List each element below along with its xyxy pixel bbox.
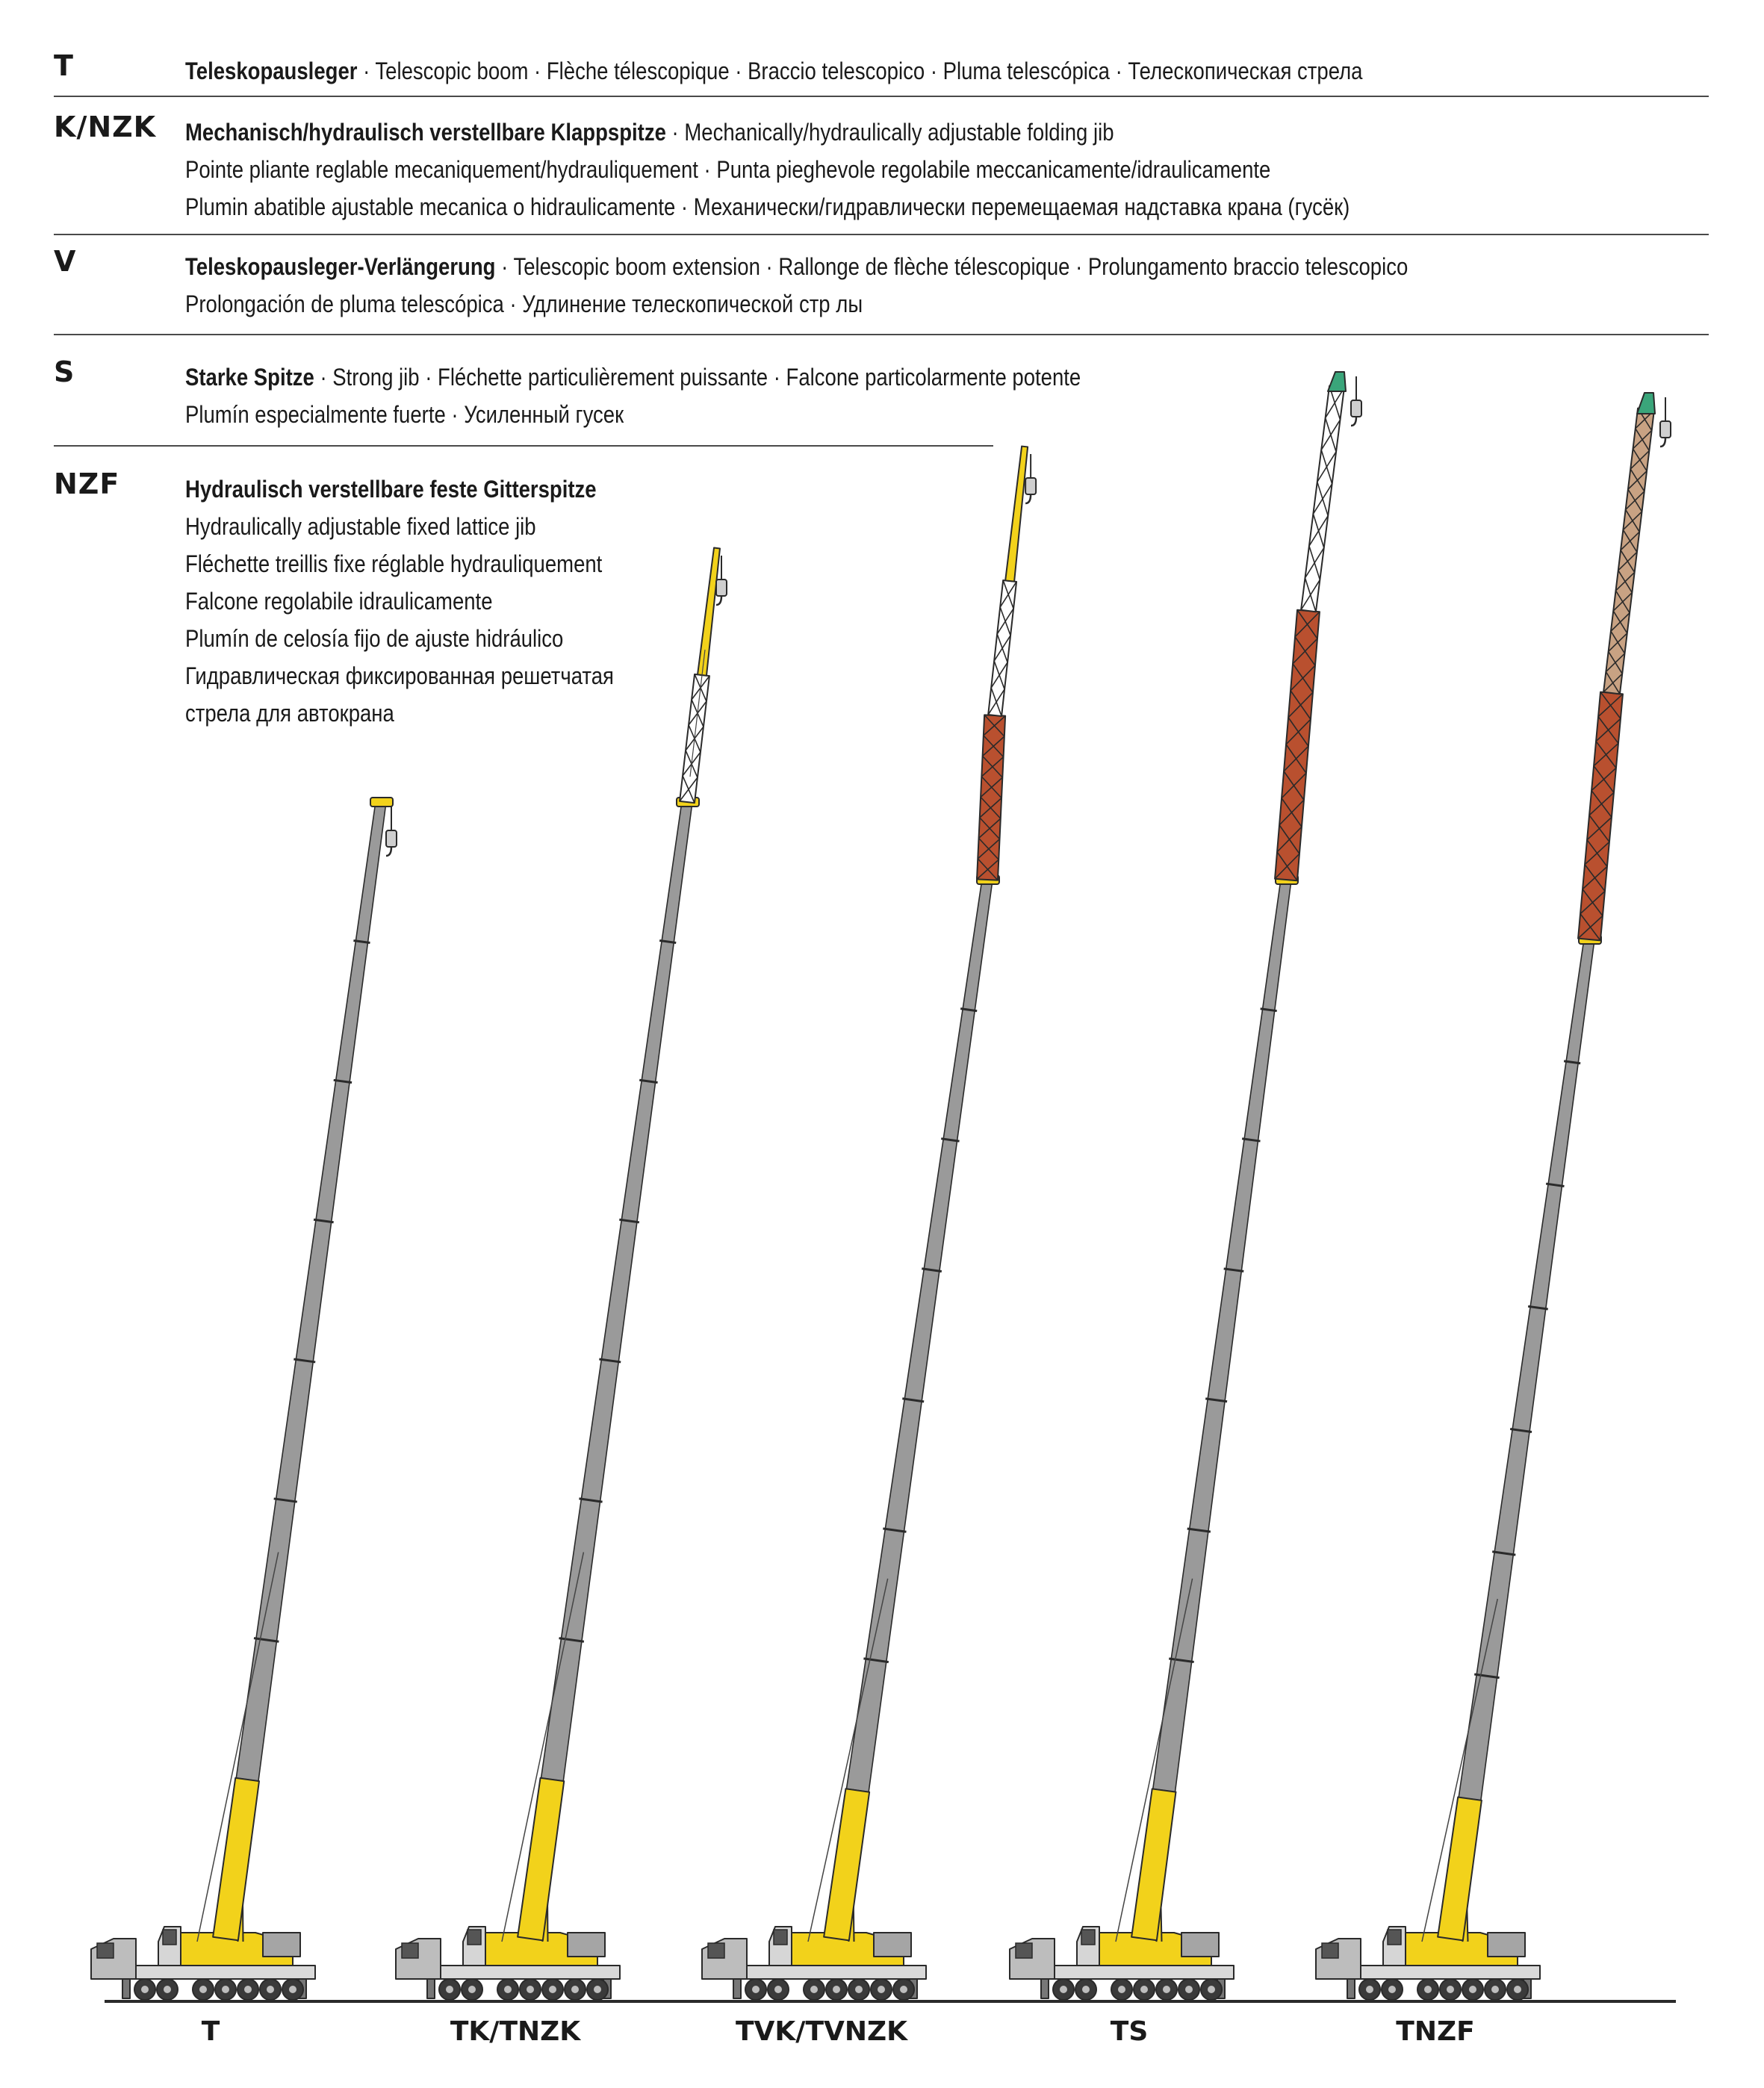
hook-block bbox=[1025, 478, 1036, 494]
wheel-hub bbox=[1082, 1986, 1090, 1993]
hook bbox=[1025, 494, 1031, 503]
base-section bbox=[518, 1778, 564, 1941]
wheel-hub bbox=[1491, 1986, 1499, 1993]
crane-label-t: T bbox=[201, 2016, 220, 2047]
cab-window bbox=[1322, 1943, 1338, 1958]
wheel-hub bbox=[1447, 1986, 1454, 1993]
wheel-hub bbox=[1388, 1986, 1396, 1993]
folding-jib-yellow bbox=[1005, 447, 1028, 582]
counterweight bbox=[263, 1933, 300, 1957]
crane-label-ts: TS bbox=[1110, 2016, 1149, 2047]
counterweight bbox=[1181, 1933, 1219, 1957]
boom-extension bbox=[1275, 610, 1320, 880]
legend-text: · Telescopic boom extension · Rallonge de flèche télescopique · Prolungamento braccio telescopico bbox=[501, 253, 1409, 280]
wheel-hub bbox=[594, 1986, 601, 1993]
legend-code: K/NZK bbox=[54, 111, 157, 143]
jib-tip bbox=[1328, 372, 1346, 391]
boom-extension bbox=[1578, 692, 1623, 941]
legend-term: Teleskopausleger bbox=[185, 58, 358, 84]
legend-text: Hydraulically adjustable fixed lattice jib bbox=[185, 513, 536, 540]
wheel-hub bbox=[752, 1986, 760, 1993]
legend-text: Plumín de celosía fijo de ajuste hidráulico bbox=[185, 625, 564, 652]
legend-term: Teleskopausleger-Verlängerung bbox=[185, 253, 496, 280]
crane bbox=[91, 798, 397, 2000]
wheel-hub bbox=[833, 1986, 840, 1993]
wheel-hub bbox=[810, 1986, 818, 1993]
legend-text: Prolongación de pluma telescópica · Удлинение телескопической стр лы bbox=[185, 290, 863, 317]
hook bbox=[716, 596, 721, 605]
wheel-hub bbox=[571, 1986, 579, 1993]
legend-text: Гидравлическая фиксированная решетчатая bbox=[185, 662, 614, 689]
legend-term: Mechanisch/hydraulisch verstellbare Klappspitze bbox=[185, 119, 666, 146]
legend-text: Fléchette treillis fixe réglable hydrauliquement bbox=[185, 550, 603, 577]
hook-block bbox=[1351, 400, 1361, 417]
operator-window bbox=[1388, 1930, 1401, 1945]
operator-window bbox=[774, 1930, 787, 1945]
hook bbox=[386, 847, 391, 856]
hook bbox=[1351, 417, 1356, 426]
counterweight bbox=[1488, 1933, 1525, 1957]
wheel-hub bbox=[222, 1986, 229, 1993]
wheel-hub bbox=[1514, 1986, 1521, 1993]
base-section bbox=[1438, 1797, 1482, 1940]
legend-text: стрела для автокрана bbox=[185, 700, 394, 727]
wheel-hub bbox=[878, 1986, 885, 1993]
operator-window bbox=[468, 1930, 481, 1945]
wheel-hub bbox=[446, 1986, 453, 1993]
hook-block bbox=[386, 830, 397, 847]
crane-label-tnzf: TNZF bbox=[1396, 2016, 1475, 2047]
legend-text: · Mechanically/hydraulically adjustable folding jib bbox=[671, 119, 1114, 146]
hook-block bbox=[716, 580, 727, 596]
legend-text: Plumin abatible ajustable mecanica o hidraulicamente · Механически/гидравлически перемещаемая надставка крана (гусёк) bbox=[185, 193, 1350, 220]
legend-term: Starke Spitze bbox=[185, 364, 314, 391]
wheel-hub bbox=[549, 1986, 556, 1993]
carrier-chassis bbox=[1025, 1966, 1234, 1979]
telescopic-boom bbox=[236, 801, 386, 1781]
carrier-chassis bbox=[411, 1966, 620, 1979]
crane bbox=[1316, 393, 1671, 2000]
wheel-hub bbox=[1185, 1986, 1193, 1993]
hook-block bbox=[1660, 421, 1671, 438]
wheel-hub bbox=[164, 1986, 171, 1993]
wheel-hub bbox=[141, 1986, 149, 1993]
outrigger bbox=[122, 1979, 130, 1998]
outrigger bbox=[733, 1979, 741, 1998]
legend-code: NZF bbox=[54, 467, 120, 500]
wheel-hub bbox=[774, 1986, 782, 1993]
legend-text: Falcone regolabile idraulicamente bbox=[185, 588, 493, 615]
legend-term: Hydraulisch verstellbare feste Gitterspitze bbox=[185, 476, 597, 503]
telescopic-boom bbox=[541, 801, 692, 1781]
outrigger bbox=[1347, 1979, 1355, 1998]
legend-text: · Strong jib · Fléchette particulièrement puissante · Falcone particolarmente potente bbox=[320, 364, 1081, 391]
wheel-hub bbox=[855, 1986, 863, 1993]
operator-window bbox=[163, 1930, 176, 1945]
wheel-hub bbox=[504, 1986, 512, 1993]
base-section bbox=[213, 1778, 259, 1941]
wheel-hub bbox=[1163, 1986, 1170, 1993]
wheel-hub bbox=[1208, 1986, 1215, 1993]
legend-text: Plumín especialmente fuerte · Усиленный гусек bbox=[185, 401, 624, 428]
wheel-hub bbox=[900, 1986, 907, 1993]
wheel-hub bbox=[1118, 1986, 1125, 1993]
wheel-hub bbox=[1469, 1986, 1476, 1993]
legend-text: · Telescopic boom · Flèche télescopique · Braccio telescopico · Pluma telescópica · Телескопическая стрела bbox=[363, 58, 1363, 84]
cab-window bbox=[97, 1943, 114, 1958]
jib-tip bbox=[1637, 393, 1655, 414]
hook bbox=[1660, 438, 1665, 447]
folding-jib-yellow bbox=[698, 548, 720, 676]
base-section bbox=[824, 1789, 869, 1940]
carrier-chassis bbox=[717, 1966, 926, 1979]
wheel-hub bbox=[1366, 1986, 1373, 1993]
cab-window bbox=[402, 1943, 418, 1958]
cab-window bbox=[1016, 1943, 1032, 1958]
outrigger bbox=[1041, 1979, 1049, 1998]
wheel-hub bbox=[289, 1986, 296, 1993]
crane bbox=[702, 447, 1036, 2000]
wheel-hub bbox=[1140, 1986, 1148, 1993]
wheel-hub bbox=[1060, 1986, 1067, 1993]
cab-window bbox=[708, 1943, 724, 1958]
fixed-lattice-jib bbox=[1603, 408, 1654, 695]
outrigger bbox=[427, 1979, 435, 1998]
wheel-hub bbox=[527, 1986, 534, 1993]
wheel-hub bbox=[267, 1986, 274, 1993]
carrier-chassis bbox=[106, 1966, 315, 1979]
boom-head bbox=[370, 798, 393, 807]
counterweight bbox=[874, 1933, 911, 1957]
carrier-chassis bbox=[1331, 1966, 1540, 1979]
wheel-hub bbox=[244, 1986, 252, 1993]
legend-code: T bbox=[54, 49, 74, 82]
legend-code: S bbox=[54, 355, 75, 388]
crane-label-tvk-tvnzk: TVK/TVNZK bbox=[735, 2016, 908, 2047]
legend-text: Pointe pliante reglable mecaniquement/hydrauliquement · Punta pieghevole regolabile meccanicamente/idraulicamente bbox=[185, 156, 1271, 183]
telescopic-boom bbox=[1153, 879, 1291, 1792]
crane bbox=[396, 548, 727, 2000]
operator-window bbox=[1081, 1930, 1095, 1945]
base-section bbox=[1131, 1789, 1176, 1940]
legend-code: V bbox=[54, 245, 77, 278]
wheel-hub bbox=[1424, 1986, 1432, 1993]
wheel-hub bbox=[468, 1986, 476, 1993]
crane bbox=[1010, 372, 1361, 2000]
crane-label-tk-tnzk: TK/TNZK bbox=[450, 2016, 581, 2047]
counterweight bbox=[568, 1933, 605, 1957]
wheel-hub bbox=[199, 1986, 207, 1993]
telescopic-boom bbox=[1459, 939, 1594, 1800]
telescopic-boom bbox=[846, 879, 993, 1792]
